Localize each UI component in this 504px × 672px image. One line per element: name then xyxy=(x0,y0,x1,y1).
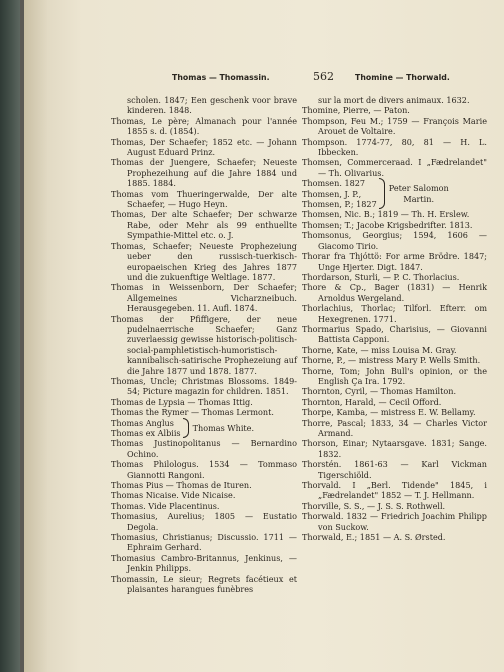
brace-mark xyxy=(379,178,385,209)
bracket-target: Peter Salomon Martin. xyxy=(388,183,449,204)
index-entry: Thorvald. I „Berl. Tidende" 1845, i „Fædrelandet" 1852 — T. J. Hellmann. xyxy=(302,480,487,501)
index-entry: Thomsen, Nic. B.; 1819 — Th. H. Erslew. xyxy=(302,209,470,220)
index-entry: Thomas Nicaise. Vide Nicaise. xyxy=(111,490,236,501)
index-entry-bracketed xyxy=(302,178,487,209)
bracketed-name: Thomsen, J. P., xyxy=(302,188,362,199)
index-entry: Thomas the Rymer — Thomas Lermont. xyxy=(111,407,274,418)
index-entry: Thomas Pius — Thomas de Ituren. xyxy=(111,480,252,491)
index-entry: Thomassin, Le sieur; Regrets facétieux et plaisantes harangues funèbres xyxy=(111,573,297,595)
index-entry: Thormarius Spado, Charisius, — Giovanni Battista Capponi. xyxy=(302,323,487,345)
index-entry: Thomas in Weissenborn, Der Schaefer; Allgemeines Vicharzneibuch. Herausgegeben. 11. Aufl. 1874. xyxy=(111,282,297,314)
bracketed-name: Thomsen, P.; 1827 xyxy=(302,199,377,210)
index-entry: Thomsen, Commerceraad. I „Fædrelandet" — Th. Olivarius. xyxy=(302,157,487,178)
index-entry: Thomas, Schaefer; Neueste Prophezeiung ueber den russisch-tuerkisch-europaeischen Krieg des Jahres 1877 und die zukuenftige Weltlage. 1877. xyxy=(111,240,297,282)
index-entry: Thomas Philologus. 1534 — Tommaso Giannotti Rangoni. xyxy=(111,459,297,480)
index-entry-continuation: sur la mort de divers animaux. 1632. xyxy=(318,95,470,105)
index-entry: Thompson, Feu M.; 1759 — François Marie Arouet de Voltaire. xyxy=(302,115,487,137)
index-entry: Thomasius, Aurelius; 1805 — Eustatio Degola. xyxy=(111,511,297,532)
index-entry: Thompson. 1774-77, 80, 81 — H. L. Ibbecken. xyxy=(302,136,487,158)
brace-mark xyxy=(183,418,189,439)
index-entry: Thomas, Der Schaefer; 1852 etc. — Johann August Eduard Prinz. xyxy=(111,136,297,158)
index-entry-continuation: scholen. 1847; Een geschenk voor brave kinderen. 1848. xyxy=(127,95,297,116)
index-entry: Thomsen; T.; Jacobe Krigsbedrifter. 1813. xyxy=(302,219,473,230)
index-entry: Thorne, Kate, — miss Louisa M. Gray. xyxy=(302,344,457,355)
running-header xyxy=(24,70,504,86)
header-right: Thomine — Thorwald. xyxy=(355,73,450,82)
page-number: 562 xyxy=(313,70,334,83)
bracketed-names xyxy=(111,418,181,439)
book-spine xyxy=(0,0,20,672)
index-entry: Thorre, Pascal; 1833, 34 — Charles Victor Armand. xyxy=(302,417,487,438)
bracket-target: Thomas White. xyxy=(192,422,255,433)
index-entry: Thomas, Der alte Schaefer; Der schwarze Rabe, oder Mehr als 99 enthuellte Sympathie-Mittel etc. o. J. xyxy=(111,209,297,241)
bracketed-name: Thomsen. 1827 xyxy=(302,178,366,189)
index-entry: Thorpe, Kamba, — mistress E. W. Bellamy. xyxy=(302,407,476,418)
index-entry: Thomsonus, Georgius; 1594, 1606 — Giacomo Tirio. xyxy=(302,230,487,251)
index-entry: Thornton, Cyril, — Thomas Hamilton. xyxy=(302,386,457,397)
index-entry: Thomine, Pierre, — Paton. xyxy=(302,105,410,116)
index-entry: Thomasius, Christianus; Discussio. 1711 — Ephraim Gerhard. xyxy=(111,532,297,553)
index-entry: Thorar fra Thjóttö: For arme Brödre. 1847; Unge Hjerter. Digt. 1847. xyxy=(302,251,487,272)
right-column xyxy=(302,95,487,542)
index-entry: Thomas, Le père; Almanach pour l'année 1855 s. d. (1854). xyxy=(111,115,297,137)
index-entry: Thorlachius, Thorlac; Tilforl. Efterr. om Hexegrenen. 1771. xyxy=(302,303,487,324)
index-entry: Thomas. Vide Placentinus. xyxy=(111,500,220,511)
bracketed-name: Thomas ex Albiis xyxy=(111,428,181,438)
index-entry: Thornton, Harald, — Cecil Offord. xyxy=(302,396,442,407)
bracketed-names xyxy=(302,178,377,209)
header-left: Thomas — Thomassin. xyxy=(172,73,270,82)
index-entry: Thomas Justinopolitanus — Bernardino Ochino. xyxy=(111,438,297,459)
index-entry: Thorwald. 1832 — Friedrich Joachim Philipp von Suckow. xyxy=(302,511,487,532)
index-entry: Thorwald, E.; 1851 — A. S. Ørsted. xyxy=(302,532,446,543)
index-entry: Thordarson, Sturli, — P. C. Thorlacius. xyxy=(302,271,460,282)
index-entry: Thorville, S. S., — J. S. S. Rothwell. xyxy=(302,500,446,511)
left-column xyxy=(111,95,297,595)
bracketed-name: Thomas Anglus xyxy=(111,417,174,428)
index-entry: Thomasius Cambro-Britannus, Jenkinus, — Jenkin Philipps. xyxy=(111,552,297,574)
index-entry: Thorne, Tom; John Bull's opinion, or the English Ça Ira. 1792. xyxy=(302,365,487,386)
index-entry: Thorne, P., — mistress Mary P. Wells Smith. xyxy=(302,355,481,366)
index-entry: Thomas der Pfiffigere, der neue pudelnaerrische Schaefer; Ganz zuverlaessig gewisse historisch-politisch-social-pamphletistisch-humoristisch-kannibalisch-satirische Prophezeiung auf die Jahre 1877 und 1878. 1877. xyxy=(111,313,297,376)
index-entry: Thomas de Lypsia — Thomas Ittig. xyxy=(111,396,253,407)
index-entry: Thorstén. 1861-63 — Karl Vickman Tigerschiöld. xyxy=(302,459,487,480)
index-entry: Thomas der Juengere, Schaefer; Neueste Prophezeihung auf die Jahre 1884 und 1885. 1884. xyxy=(111,157,297,189)
index-entry: Thomas, Uncle; Christmas Blossoms. 1849-54; Picture magazin for children. 1851. xyxy=(111,375,297,397)
index-entry: Thore & Cp., Bager (1831) — Henrik Arnoldus Wergeland. xyxy=(302,282,487,303)
index-entry-bracketed xyxy=(111,418,297,439)
index-entry: Thomas vom Thueringerwalde, Der alte Schaefer, — Hugo Heyn. xyxy=(111,188,297,210)
index-entry: Thorson, Einar; Nytaarsgave. 1831; Sange. 1832. xyxy=(302,438,487,459)
